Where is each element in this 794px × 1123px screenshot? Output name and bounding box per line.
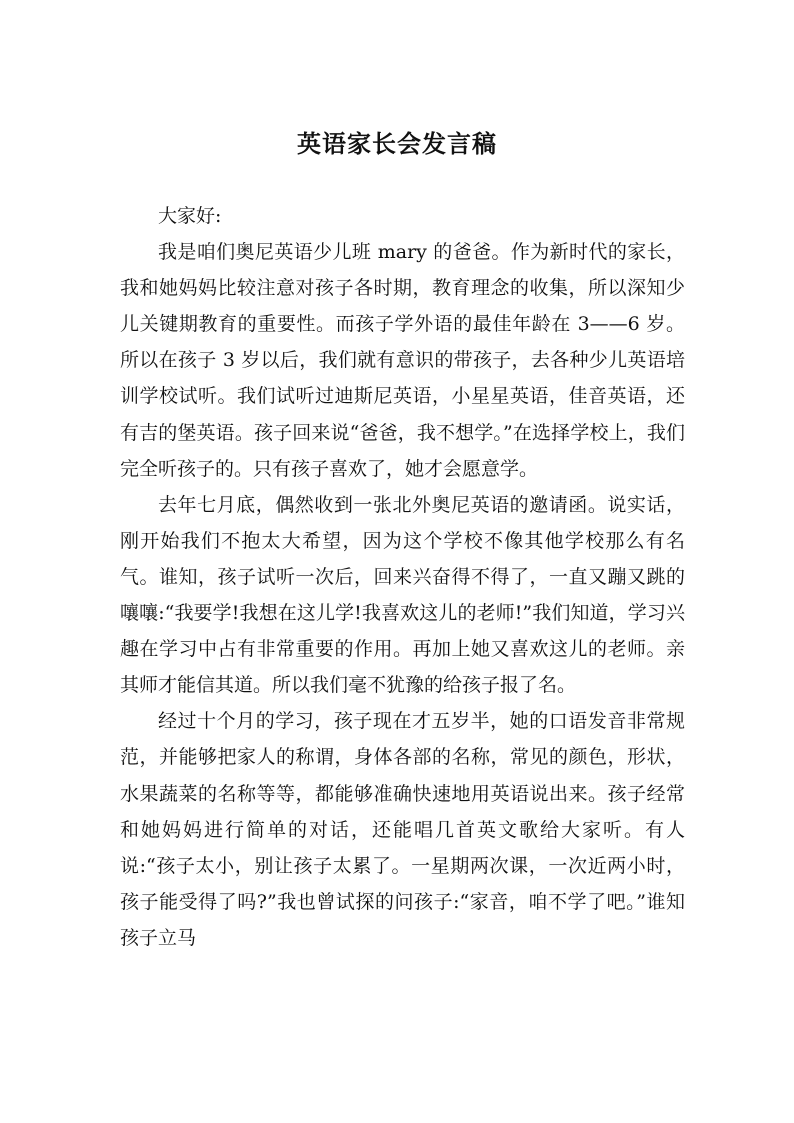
paragraph-2: 去年七月底，偶然收到一张北外奥尼英语的邀请函。说实话，刚开始我们不抱太大希望，因为这个学校不像其他学校那么有名气。谁知，孩子试听一次后，回来兴奋得不得了，一直又蹦又跳的嚷嚷:“我要学!我想在这儿学!我喜欢这儿的老师!”我们知道，学习兴趣在学习中占有非常重要的作用。再加上她又喜欢这儿的老师。亲其师才能信其道。所以我们毫不犹豫的给孩子报了名。 xyxy=(120,493,685,697)
paragraph-3: 经过十个月的学习，孩子现在才五岁半，她的口语发音非常规范，并能够把家人的称谓，身体各部的名称，常见的颜色，形状，水果蔬菜的名称等等，都能够准确快速地用英语说出来。孩子经常和她妈妈进行简单的对话，还能唱几首英文歌给大家听。有人说:“孩子太小，别让孩子太累了。一星期两次课，一次近两小时，孩子能受得了吗?”我也曾试探的问孩子:“家音，咱不学了吧。”谁知孩子立马 xyxy=(120,710,685,949)
document-title: 英语家长会发言稿 xyxy=(297,129,497,158)
paragraph-1: 我是咱们奥尼英语少儿班 mary 的爸爸。作为新时代的家长，我和她妈妈比较注意对孩子各时期，教育理念的收集，所以深知少儿关键期教育的重要性。而孩子学外语的最佳年龄在 3——6 岁。所以在孩子 3 岁以后，我们就有意识的带孩子，去各种少儿英语培训学校试听。我们试听过迪斯尼英语，小星星英语，佳音英语，还有吉的堡英语。孩子回来说“爸爸，我不想学。”在选择学校上，我们完全听孩子的。只有孩子喜欢了，她才会愿意学。 xyxy=(120,241,685,480)
document-body xyxy=(120,198,685,956)
greeting: 大家好: xyxy=(158,205,222,227)
